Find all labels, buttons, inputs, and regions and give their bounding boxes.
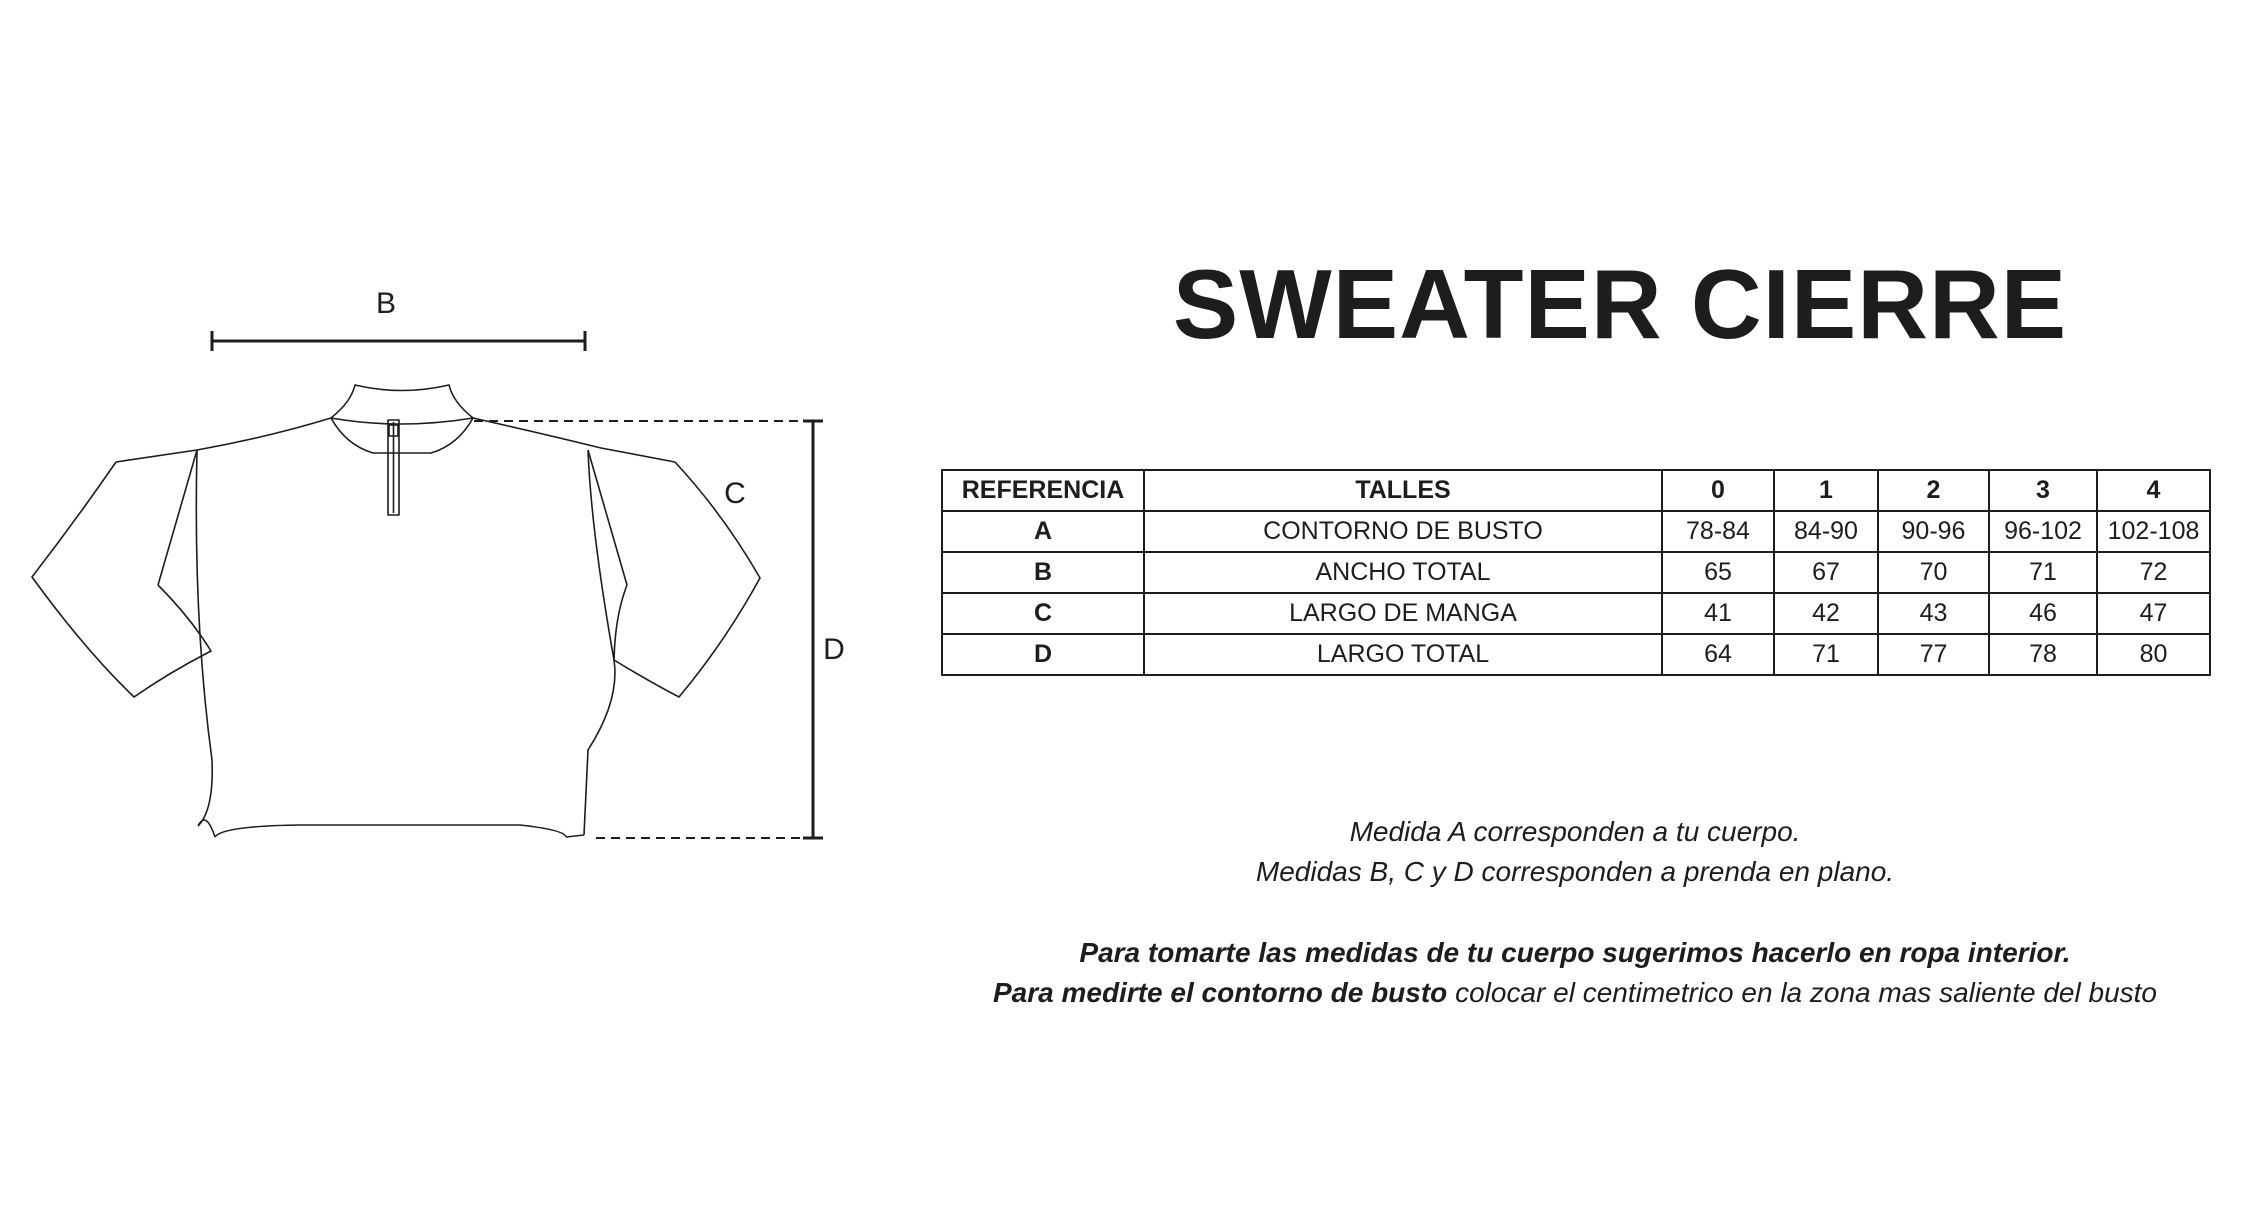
- row-value: 90-96: [1878, 511, 1989, 552]
- table-row: [942, 593, 2210, 634]
- note-line-4-rest: colocar el centimetrico en la zona mas saliente del busto: [1447, 977, 2158, 1008]
- header-referencia: REFERENCIA: [942, 470, 1144, 511]
- table-row: [942, 552, 2210, 593]
- row-value: 72: [2097, 552, 2210, 593]
- dimension-d: [474, 421, 823, 838]
- row-value: 46: [1989, 593, 2097, 634]
- header-size-1: 1: [1774, 470, 1878, 511]
- row-value: 71: [1774, 634, 1878, 675]
- note-line-4: [941, 973, 2209, 1013]
- row-value: 80: [2097, 634, 2210, 675]
- size-table: [941, 469, 2211, 676]
- measuring-instructions: [941, 933, 2209, 1013]
- row-value: 71: [1989, 552, 2097, 593]
- row-value: 67: [1774, 552, 1878, 593]
- table-row: [942, 634, 2210, 675]
- row-name: LARGO DE MANGA: [1144, 593, 1662, 634]
- note-line-3: Para tomarte las medidas de tu cuerpo sugerimos hacerlo en ropa interior.: [1079, 937, 2071, 968]
- row-value: 41: [1662, 593, 1774, 634]
- dimension-c-label: C: [724, 477, 746, 510]
- dimension-d-label: D: [823, 633, 845, 666]
- dimension-b-label: B: [375, 287, 397, 320]
- header-size-3: 3: [1989, 470, 2097, 511]
- dimension-b: [212, 331, 585, 351]
- page-title: SWEATER CIERRE: [1172, 249, 2068, 359]
- row-ref: B: [942, 552, 1144, 593]
- header-size-4: 4: [2097, 470, 2210, 511]
- row-ref: A: [942, 511, 1144, 552]
- row-ref: D: [942, 634, 1144, 675]
- row-value: 78: [1989, 634, 2097, 675]
- table-row: [942, 511, 2210, 552]
- table-header-row: [942, 470, 2210, 511]
- row-value: 42: [1774, 593, 1878, 634]
- header-size-2: 2: [1878, 470, 1989, 511]
- measurement-notes: [941, 812, 2209, 892]
- row-value: 84-90: [1774, 511, 1878, 552]
- row-name: LARGO TOTAL: [1144, 634, 1662, 675]
- header-talles: TALLES: [1144, 470, 1662, 511]
- note-line-1: Medida A corresponden a tu cuerpo.: [1349, 816, 1801, 847]
- header-size-0: 0: [1662, 470, 1774, 511]
- row-value: 77: [1878, 634, 1989, 675]
- row-value: 47: [2097, 593, 2210, 634]
- row-ref: C: [942, 593, 1144, 634]
- sweater-outline: [32, 385, 760, 837]
- row-value: 70: [1878, 552, 1989, 593]
- row-value: 102-108: [2097, 511, 2210, 552]
- row-value: 78-84: [1662, 511, 1774, 552]
- row-value: 65: [1662, 552, 1774, 593]
- row-value: 64: [1662, 634, 1774, 675]
- row-value: 43: [1878, 593, 1989, 634]
- note-line-2: Medidas B, C y D corresponden a prenda en plano.: [1255, 856, 1895, 887]
- sweater-diagram: [0, 0, 900, 1231]
- row-name: CONTORNO DE BUSTO: [1144, 511, 1662, 552]
- note-line-4-bold: Para medirte el contorno de busto: [992, 977, 1448, 1008]
- row-name: ANCHO TOTAL: [1144, 552, 1662, 593]
- row-value: 96-102: [1989, 511, 2097, 552]
